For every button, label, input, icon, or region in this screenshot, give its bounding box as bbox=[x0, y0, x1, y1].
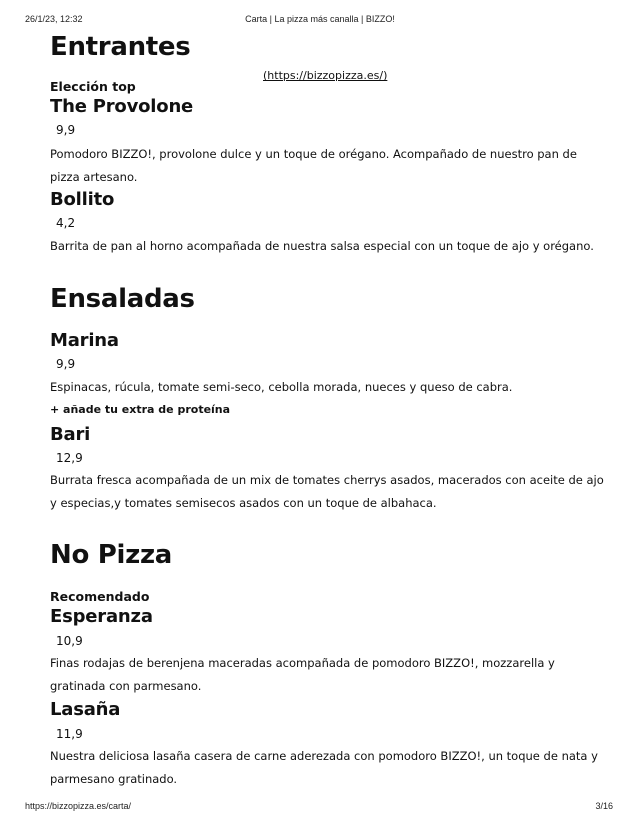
item-description: Burrata fresca acompañada de un mix de tomates cherrys asados, macerados con aceite de ajo y especias,y tomates semisecos asados con un toque de albahaca. bbox=[50, 473, 604, 510]
section-title-entrantes: Entrantes bbox=[50, 32, 191, 62]
item-description: Barrita de pan al horno acompañada de nuestra salsa especial con un toque de ajo y orégano. bbox=[50, 239, 594, 253]
item-name-bollito: Bollito bbox=[50, 189, 115, 210]
item-price: 12,9 bbox=[56, 451, 83, 465]
item-price: 4,2 bbox=[56, 216, 76, 230]
item-name-esperanza: Esperanza bbox=[50, 606, 153, 627]
item-price: 9,9 bbox=[56, 123, 76, 137]
item-description: Finas rodajas de berenjena maceradas acompañada de pomodoro BIZZO!, mozzarella y gratinada con parmesano. bbox=[50, 656, 555, 693]
item-price: 11,9 bbox=[56, 727, 83, 741]
item-tag: Elección top bbox=[50, 79, 136, 94]
item-name-marina: Marina bbox=[50, 330, 119, 351]
item-tag: Recomendado bbox=[50, 589, 150, 604]
print-header bbox=[0, 14, 640, 26]
item-name-lasana: Lasaña bbox=[50, 699, 121, 720]
item-description: Espinacas, rúcula, tomate semi-seco, cebolla morada, nueces y queso de cabra. bbox=[50, 380, 513, 394]
item-extra-protein: + añade tu extra de proteína bbox=[50, 403, 231, 416]
print-page-title: Carta | La pizza más canalla | BIZZO! bbox=[245, 14, 395, 24]
section-title-ensaladas: Ensaladas bbox=[50, 284, 195, 314]
item-name-bari: Bari bbox=[50, 424, 91, 445]
print-footer bbox=[0, 801, 640, 813]
print-datetime: 26/1/23, 12:32 bbox=[25, 14, 83, 24]
item-price: 9,9 bbox=[56, 357, 76, 371]
print-page-number: 3/16 bbox=[595, 801, 613, 811]
item-description: Pomodoro BIZZO!, provolone dulce y un toque de orégano. Acompañado de nuestro pan de pizza artesano. bbox=[50, 147, 577, 184]
item-name-the-provolone: The Provolone bbox=[50, 96, 194, 117]
section-title-no-pizza: No Pizza bbox=[50, 540, 173, 570]
item-description: Nuestra deliciosa lasaña casera de carne aderezada con pomodoro BIZZO!, un toque de nata y parmesano gratinado. bbox=[50, 749, 598, 786]
site-link[interactable]: (https://bizzopizza.es/) bbox=[263, 69, 388, 82]
print-url: https://bizzopizza.es/carta/ bbox=[25, 801, 132, 811]
item-price: 10,9 bbox=[56, 634, 83, 648]
